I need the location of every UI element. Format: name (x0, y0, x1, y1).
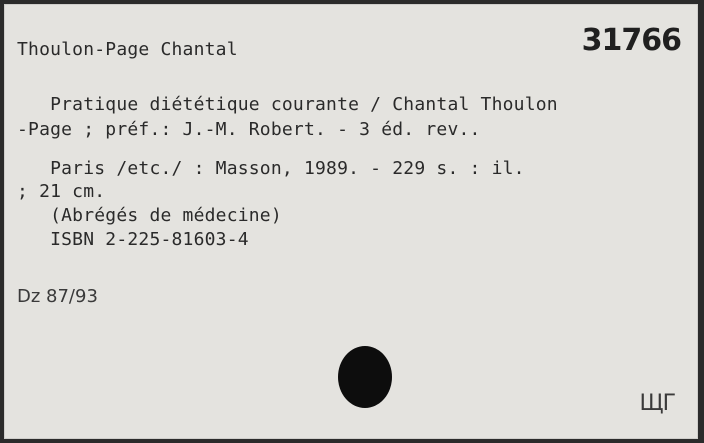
publication-line-2: ; 21 cm. (17, 181, 106, 202)
call-number: 31766 (581, 23, 681, 58)
catalog-card (4, 4, 698, 439)
title-line-1: Pratique diététique courante / Chantal Thoulon (17, 94, 558, 115)
accession-number: Dz 87/93 (17, 286, 98, 307)
card-punch-hole (338, 346, 392, 408)
publication-line-1: Paris /etc./ : Masson, 1989. - 229 s. : il. (17, 158, 525, 179)
title-line-2: -Page ; préf.: J.-M. Robert. - 3 éd. rev.. (17, 119, 481, 140)
card-heading: Thoulon-Page Chantal (17, 39, 238, 60)
series-line: (Abrégés de médecine) (17, 205, 282, 226)
isbn-line: ISBN 2-225-81603-4 (17, 229, 249, 250)
library-stamp: ЩГ (639, 391, 675, 416)
